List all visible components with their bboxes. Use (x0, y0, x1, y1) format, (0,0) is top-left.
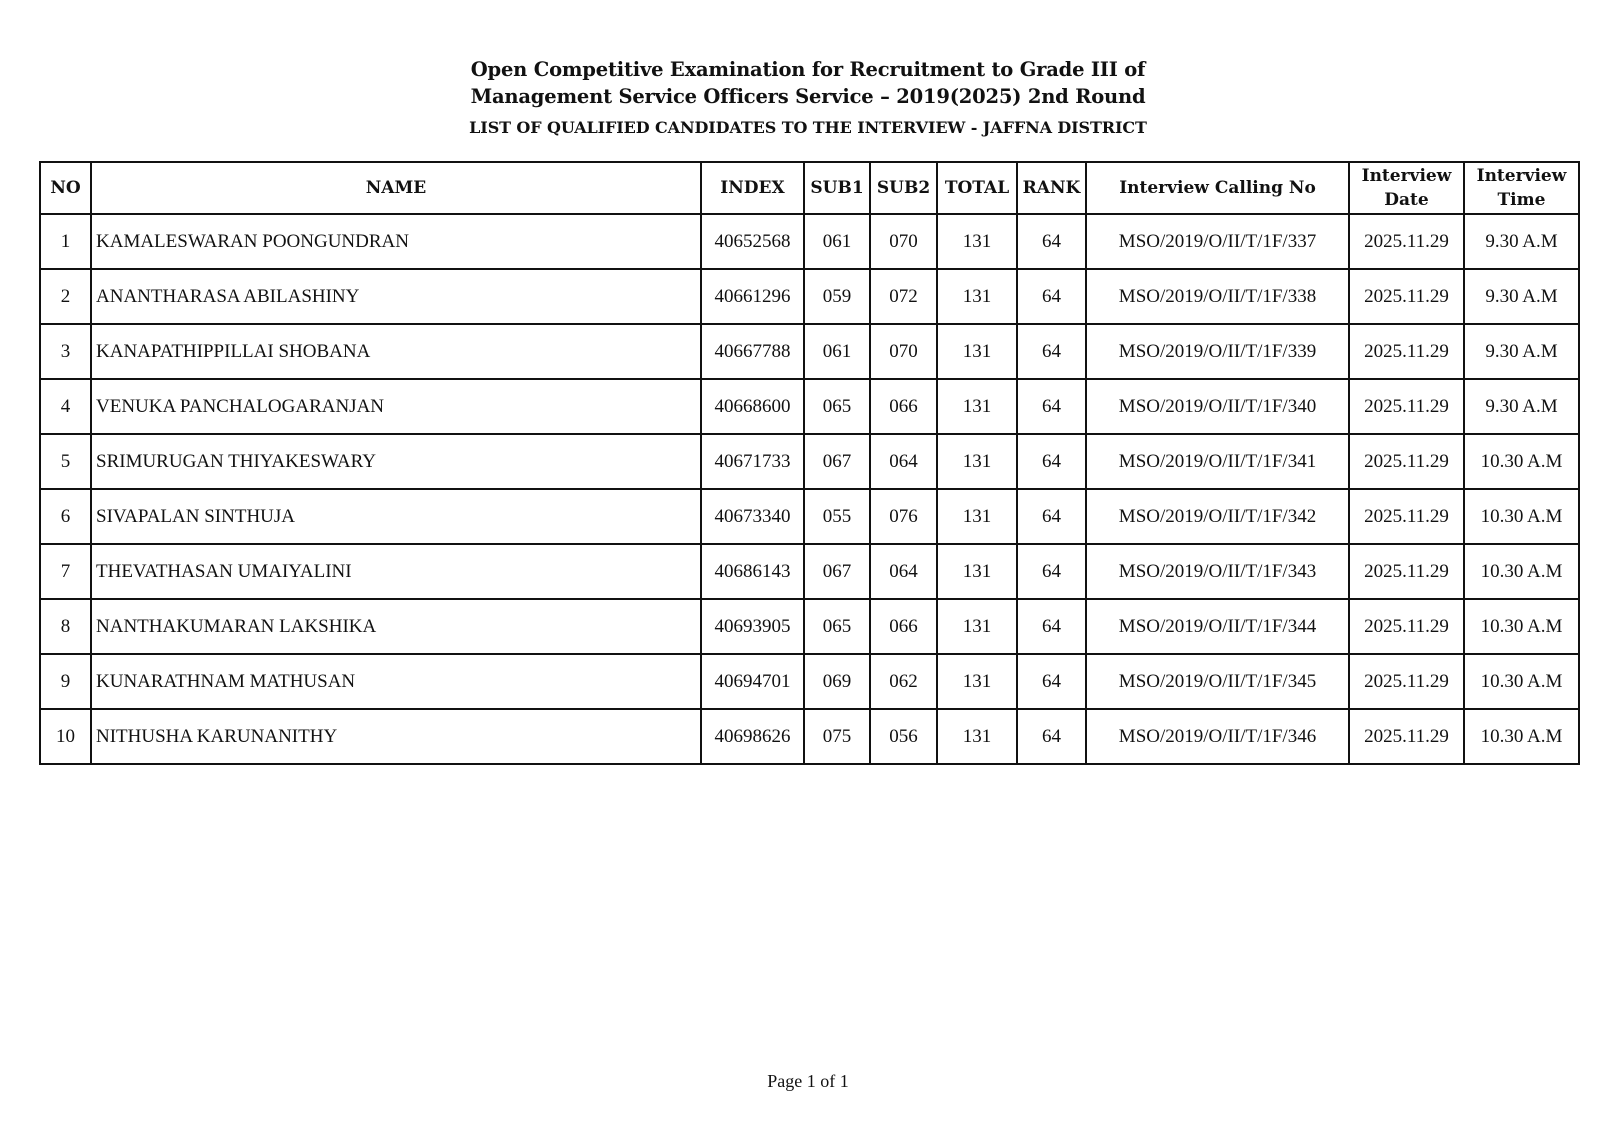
cell-index: 40686143 (701, 544, 804, 599)
candidates-table (39, 161, 1580, 765)
cell-sub1: 067 (804, 434, 870, 489)
cell-total: 131 (937, 599, 1017, 654)
column-header-interview-date-line-1: Interview (1361, 166, 1452, 186)
table-row (40, 324, 1579, 379)
cell-interview-date: 2025.11.29 (1349, 489, 1464, 544)
cell-total: 131 (937, 434, 1017, 489)
cell-interview-time: 9.30 A.M (1464, 324, 1579, 379)
cell-index: 40694701 (701, 654, 804, 709)
cell-no: 8 (40, 599, 91, 654)
cell-rank: 64 (1017, 544, 1086, 599)
column-header-interview-date (1349, 162, 1464, 214)
cell-calling-no: MSO/2019/O/II/T/1F/337 (1086, 214, 1349, 269)
document-title-line-1: Open Competitive Examination for Recruitment to Grade III of (470, 58, 1146, 81)
cell-sub1: 055 (804, 489, 870, 544)
table-row (40, 709, 1579, 764)
cell-interview-date: 2025.11.29 (1349, 269, 1464, 324)
cell-no: 4 (40, 379, 91, 434)
cell-sub1: 059 (804, 269, 870, 324)
cell-sub2: 070 (870, 214, 937, 269)
cell-total: 131 (937, 654, 1017, 709)
cell-no: 1 (40, 214, 91, 269)
cell-no: 9 (40, 654, 91, 709)
cell-total: 131 (937, 709, 1017, 764)
table-row (40, 434, 1579, 489)
cell-name: KAMALESWARAN POONGUNDRAN (91, 214, 701, 269)
cell-name: VENUKA PANCHALOGARANJAN (91, 379, 701, 434)
cell-interview-time: 10.30 A.M (1464, 434, 1579, 489)
cell-sub2: 064 (870, 434, 937, 489)
cell-rank: 64 (1017, 434, 1086, 489)
cell-index: 40667788 (701, 324, 804, 379)
cell-sub1: 069 (804, 654, 870, 709)
cell-name: NITHUSHA KARUNANITHY (91, 709, 701, 764)
table-row (40, 269, 1579, 324)
cell-interview-time: 10.30 A.M (1464, 654, 1579, 709)
cell-interview-time: 10.30 A.M (1464, 489, 1579, 544)
cell-sub2: 066 (870, 599, 937, 654)
cell-interview-time: 9.30 A.M (1464, 379, 1579, 434)
table-row (40, 654, 1579, 709)
cell-sub2: 076 (870, 489, 937, 544)
column-header-no: NO (40, 162, 91, 214)
cell-total: 131 (937, 269, 1017, 324)
column-header-total: TOTAL (937, 162, 1017, 214)
cell-no: 7 (40, 544, 91, 599)
cell-index: 40652568 (701, 214, 804, 269)
cell-name: THEVATHASAN UMAIYALINI (91, 544, 701, 599)
table-row (40, 599, 1579, 654)
cell-calling-no: MSO/2019/O/II/T/1F/344 (1086, 599, 1349, 654)
table-row (40, 379, 1579, 434)
cell-total: 131 (937, 489, 1017, 544)
cell-rank: 64 (1017, 599, 1086, 654)
cell-rank: 64 (1017, 654, 1086, 709)
cell-sub1: 067 (804, 544, 870, 599)
cell-sub1: 061 (804, 214, 870, 269)
column-header-interview-time-line-1: Interview (1476, 166, 1567, 186)
cell-calling-no: MSO/2019/O/II/T/1F/340 (1086, 379, 1349, 434)
cell-sub1: 065 (804, 379, 870, 434)
document-header (0, 56, 1600, 139)
cell-interview-time: 9.30 A.M (1464, 214, 1579, 269)
cell-interview-date: 2025.11.29 (1349, 599, 1464, 654)
cell-interview-date: 2025.11.29 (1349, 654, 1464, 709)
cell-sub2: 066 (870, 379, 937, 434)
cell-interview-time: 10.30 A.M (1464, 544, 1579, 599)
cell-interview-date: 2025.11.29 (1349, 324, 1464, 379)
cell-index: 40661296 (701, 269, 804, 324)
cell-rank: 64 (1017, 709, 1086, 764)
cell-calling-no: MSO/2019/O/II/T/1F/338 (1086, 269, 1349, 324)
column-header-sub2: SUB2 (870, 162, 937, 214)
table-row (40, 544, 1579, 599)
table-row (40, 214, 1579, 269)
cell-rank: 64 (1017, 489, 1086, 544)
cell-interview-time: 9.30 A.M (1464, 269, 1579, 324)
cell-rank: 64 (1017, 324, 1086, 379)
cell-name: ANANTHARASA ABILASHINY (91, 269, 701, 324)
cell-name: NANTHAKUMARAN LAKSHIKA (91, 599, 701, 654)
cell-rank: 64 (1017, 269, 1086, 324)
cell-sub2: 070 (870, 324, 937, 379)
document-subtitle: LIST OF QUALIFIED CANDIDATES TO THE INTERVIEW - JAFFNA DISTRICT (469, 118, 1147, 137)
column-header-interview-date-line-2: Date (1384, 190, 1429, 210)
cell-rank: 64 (1017, 379, 1086, 434)
cell-interview-time: 10.30 A.M (1464, 709, 1579, 764)
cell-no: 5 (40, 434, 91, 489)
cell-total: 131 (937, 544, 1017, 599)
cell-no: 10 (40, 709, 91, 764)
page-number: Page 1 of 1 (767, 1071, 849, 1091)
column-header-index: INDEX (701, 162, 804, 214)
cell-sub2: 056 (870, 709, 937, 764)
cell-rank: 64 (1017, 214, 1086, 269)
cell-interview-date: 2025.11.29 (1349, 544, 1464, 599)
cell-sub2: 062 (870, 654, 937, 709)
column-header-interview-time-line-2: Time (1497, 190, 1546, 210)
cell-total: 131 (937, 379, 1017, 434)
cell-total: 131 (937, 324, 1017, 379)
cell-interview-date: 2025.11.29 (1349, 434, 1464, 489)
cell-index: 40673340 (701, 489, 804, 544)
cell-sub2: 064 (870, 544, 937, 599)
cell-calling-no: MSO/2019/O/II/T/1F/345 (1086, 654, 1349, 709)
cell-calling-no: MSO/2019/O/II/T/1F/343 (1086, 544, 1349, 599)
table-row (40, 489, 1579, 544)
cell-sub1: 061 (804, 324, 870, 379)
cell-sub1: 075 (804, 709, 870, 764)
cell-index: 40671733 (701, 434, 804, 489)
column-header-rank: RANK (1017, 162, 1086, 214)
cell-interview-date: 2025.11.29 (1349, 709, 1464, 764)
cell-name: KUNARATHNAM MATHUSAN (91, 654, 701, 709)
table-header-row (40, 162, 1579, 214)
cell-no: 3 (40, 324, 91, 379)
cell-no: 2 (40, 269, 91, 324)
cell-interview-date: 2025.11.29 (1349, 214, 1464, 269)
cell-interview-date: 2025.11.29 (1349, 379, 1464, 434)
cell-name: SRIMURUGAN THIYAKESWARY (91, 434, 701, 489)
cell-calling-no: MSO/2019/O/II/T/1F/346 (1086, 709, 1349, 764)
cell-no: 6 (40, 489, 91, 544)
cell-index: 40693905 (701, 599, 804, 654)
column-header-calling-no: Interview Calling No (1086, 162, 1349, 214)
cell-calling-no: MSO/2019/O/II/T/1F/342 (1086, 489, 1349, 544)
cell-sub1: 065 (804, 599, 870, 654)
cell-index: 40668600 (701, 379, 804, 434)
document-title-line-2: Management Service Officers Service – 2019(2025) 2nd Round (470, 85, 1146, 108)
column-header-sub1: SUB1 (804, 162, 870, 214)
cell-name: SIVAPALAN SINTHUJA (91, 489, 701, 544)
column-header-interview-time (1464, 162, 1579, 214)
cell-sub2: 072 (870, 269, 937, 324)
cell-total: 131 (937, 214, 1017, 269)
table-body (40, 214, 1579, 764)
column-header-name: NAME (91, 162, 701, 214)
cell-calling-no: MSO/2019/O/II/T/1F/339 (1086, 324, 1349, 379)
cell-calling-no: MSO/2019/O/II/T/1F/341 (1086, 434, 1349, 489)
cell-interview-time: 10.30 A.M (1464, 599, 1579, 654)
cell-name: KANAPATHIPPILLAI SHOBANA (91, 324, 701, 379)
cell-index: 40698626 (701, 709, 804, 764)
